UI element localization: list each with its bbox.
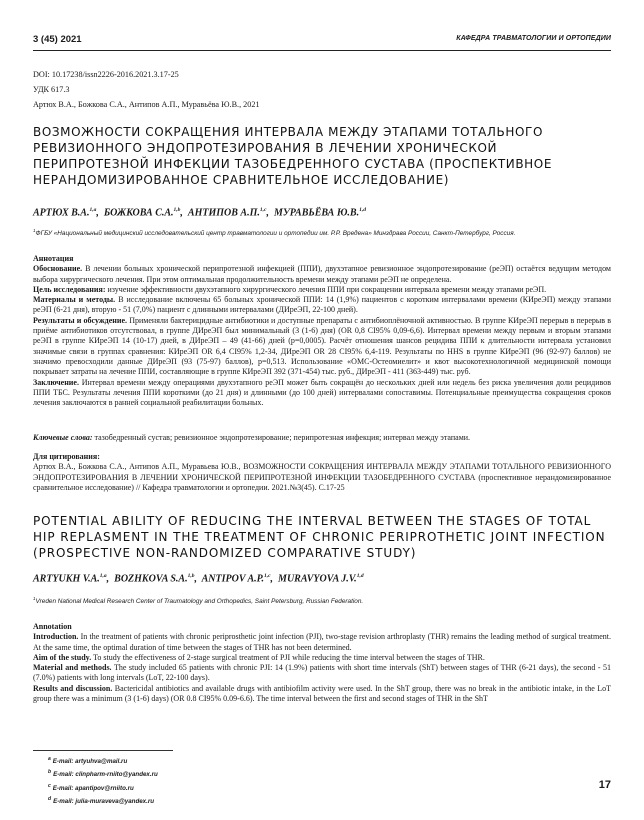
citation-text: Артюх В.А., Божкова С.А., Антипов А.П., Муравьева Ю.В., ВОЗМОЖНОСТИ СОКРАЩЕНИЯ ИНТЕРВАЛА МЕЖДУ ЭТАПАМИ ТОТАЛЬНОГО РЕВИЗИОННОГО ЭНДОПРОТЕЗИРОВАНИЯ В ЛЕЧЕНИИ ХРОНИЧЕСКОЙ ПЕРИПРОТЕЗНОЙ ИНФЕКЦИИ ТАЗОБЕДРЕННОГО СУСТАВА (проспективное нерандомизированное сравнительное исследование) // Кафедра травматологии и ортопедии. 2021.№3(45). С.17-25 [33,462,611,492]
abstract-results: Results and discussion. Bactericidal antibiotics and available drugs with antibiofilm activity were used. In the ShT group, there was no break in the antibiotic intake, in the LoT group there was a minimum (3 (1-6) days) (OR 0.8 CI95% 0.09-6.6). The time interval between the first and second stages of THR in the ShT [33,683,611,704]
page-number: 17 [598,779,611,791]
author: АРТЮХ В.А. [33,207,90,219]
annotation-heading: Аннотация [33,254,74,263]
author: MURAVYOVA J.V. [278,573,357,585]
abstract-en [33,622,611,704]
doi: DOI: 10.17238/issn2226-2016.2021.3.17-25 [33,70,179,79]
abstract-aim: Цель исследования: изучение эффективности двухэтапного хирургического лечения ППИ при сокращении интервала времени между этапами реЭП. [33,284,547,294]
copyright-line: Артюх В.А., Божкова С.А., Антипов А.П., Муравьёва Ю.В., 2021 [33,100,260,109]
author-sup: 1,c [259,207,267,213]
citation-heading: Для цитирования: [33,452,100,461]
abstract-results: Результаты и обсуждение. Применяли бактерицидные антибиотики и доступные препараты с антибиоплёночной активностью. В группе КИреЭП перерыв в перерыв в приёме антибиотиков отсутствовал, в группе ДИреЭП был минимальный (3 (1-6) дня) (OR 0,8 CI95% 0,09-6,6). Интервал времени между первым и вторым этапами реЭП в группе КИреЭП 14 (10-17) дней, в ДИреЭП – 49 (41-66) дней (p=0,0005). Расчёт отношения шансов рецидива ППИ к длительности интервала установил значимые связи в группах сравнения: КИреЭП OR 6,4 CI95% 1,2-34, ДИреЭП OR 28 CI95% 6,4-119. Результаты по HHS в группе КИреЭП (96 (92-97) баллов) не значимо превосходили данные ДИреЭП (93 (75-97) баллов), p=0,513. Использование «ОМС-Остеомиелит» и квот высокотехнологичной медицинской помощи покрывает затраты на лечение ППИ, составляющие в группе КИреЭП 392 (371-454) тыс. руб., ДИреЭП - 411 (363-449) тыс. руб. [33,315,611,377]
affiliation-ru [33,228,611,237]
author: ANTIPOV A.P. [201,573,264,585]
keywords-ru: Ключевые слова: тазобедренный сустав; ревизионное эндопротезирование; перипротезная инфекция; интервал между этапами. [33,433,471,442]
footnote: $^b$ E-mail: clinpharm-rniito@yandex.ru [48,769,158,779]
email-link[interactable]: E-mail: artyuhva@mail.ru [52,758,128,766]
author: ARTYUKH V.A. [33,573,100,585]
affiliation-sup: 1 [33,228,36,233]
author-sup: 1,d [356,573,364,579]
footnote: $^c$ E-mail: apantipov@rniito.ru [48,782,134,792]
affiliation-text: Vreden National Medical Research Center of Traumatology and Orthopedics, Saint Petersburg, Russian Federation. [35,598,364,606]
footnote: $^a$ E-mail: artyuhva@mail.ru [48,756,128,766]
affiliation-text: ФГБУ «Национальный медицинский исследовательский центр травматологии и ортопедии им. Р.Р. Вредена» Минздрава России, Санкт-Петербург, Россия. [35,230,516,238]
footnote: $^d$ E-mail: julia-muraveva@yandex.ru [48,795,155,805]
author-sup: 1,a [99,573,107,579]
citation-ru [33,452,611,493]
authors-ru: АРТЮХ В.А.$^{1,a}$, БОЖКОВА С.А.$^{1,b}$, АНТИПОВ А.П.$^{1,c}$, МУРАВЬЁВА Ю.В.$^{1,d}$ [33,207,366,219]
author: АНТИПОВ А.П. [187,207,260,219]
header-divider [33,50,611,51]
udc: УДК 617.3 [33,85,70,94]
abstract-intro: Introduction. In the treatment of patients with chronic periprosthetic joint infection (PJI), two-stage revision arthroplasty (THR) remains the leading method of surgical treatment. At the same time, the optimal duration of time between the stages of THR has not been determined. [33,632,611,652]
author-sup: 1,b [187,573,195,579]
issue-number: 3 (45) 2021 [33,34,82,45]
author: МУРАВЬЁВА Ю.В. [273,207,360,219]
abstract-methods: Материалы и методы. В исследование включены 65 больных хронической ППИ: 14 (1,9%) пациентов с коротким интервалами времени (КИреЭП) между этапами реЭП (6-21 дня), вторую - 51 (7,0%) пациент с длинными интервалами (ДИреЭП, 22-100 дней). [33,295,612,315]
footnotes [48,754,158,807]
abstract-methods: Material and methods. The study included 65 patients with chronic PJI: 14 (1.9%) patients with short time intervals (ShT) between stages of THR (6-21 days), the second - 51 (7.0%) patients with long intervals (LoT, 22-100 days). [33,663,611,683]
abstract-ru [33,254,611,408]
affiliation-en [33,596,611,605]
author-sup: 1,c [263,573,271,579]
abstract-conclusion: Заключение. Интервал времени между операциями двухэтапного реЭП может быть сокращён до нескольких дней или недель без риска увеличения доли рецидивов ППИ ТБС. Результаты лечения ППИ короткими (до 21 дня) и длинными (до 100 дней) интервалами сопоставимы. Потенциальные преимущества сокращения сроков лечения заключаются в ранней социальной реабилитации больных. [33,377,611,408]
author-sup: 1,a [89,207,97,213]
email-link[interactable]: E-mail: clinpharm-rniito@yandex.ru [53,771,158,779]
author: БОЖКОВА С.А. [103,207,174,219]
footnote-divider [33,750,173,751]
author: BOZHKOVA S.A. [114,573,188,585]
abstract-rationale: Обоснование. В лечении больных хронической перипротезной инфекцией (ППИ), двухэтапное ревизионное эндопротезирование (реЭП) остаётся ведущим методом выбора хирургического лечения. При этом оптимальная продолжительность времени между этапами реЭП не определена. [33,264,611,284]
journal-section: КАФЕДРА ТРАВМАТОЛОГИИ И ОРТОПЕДИИ [456,35,611,42]
running-header [33,34,611,48]
email-link[interactable]: E-mail: apantipov@rniito.ru [52,784,134,792]
author-sup: 1,b [173,207,181,213]
annotation-heading: Annotation [33,622,72,631]
abstract-aim: Aim of the study. To study the effectiveness of 2-stage surgical treatment of PJI while reducing the time interval between the stages of THR. [33,652,485,662]
author-sup: 1,d [359,207,366,213]
authors-en: ARTYUKH V.A.$^{1,a}$, BOZHKOVA S.A.$^{1,b}$, ANTIPOV A.P.$^{1,c}$, MURAVYOVA J.V.$^{1,d}$ [33,573,364,585]
email-link[interactable]: E-mail: julia-muraveva@yandex.ru [53,797,155,805]
article-title-ru: ВОЗМОЖНОСТИ СОКРАЩЕНИЯ ИНТЕРВАЛА МЕЖДУ ЭТАПАМИ ТОТАЛЬНОГО РЕВИЗИОННОГО ЭНДОПРОТЕЗИРОВАНИЯ В ЛЕЧЕНИИ ХРОНИЧЕСКОЙ ПЕРИПРОТЕЗНОЙ ИНФЕКЦИИ ТАЗОБЕДРЕННОГО СУСТАВА (ПРОСПЕКТИВНОЕ НЕРАНДОМИЗИРОВАННОЕ СРАВНИТЕЛЬНОЕ ИССЛЕДОВАНИЕ) [33,125,553,187]
article-title-en: POTENTIAL ABILITY OF REDUCING THE INTERVAL BETWEEN THE STAGES OF TOTAL HIP REPLASMENT IN THE TREATMENT OF CHRONIC PERIPROTHETIC JOINT INFECTION (PROSPECTIVE NON-RANDOMIZED COMPARATIVE STUDY) [33,514,606,560]
affiliation-sup: 1 [33,596,36,601]
